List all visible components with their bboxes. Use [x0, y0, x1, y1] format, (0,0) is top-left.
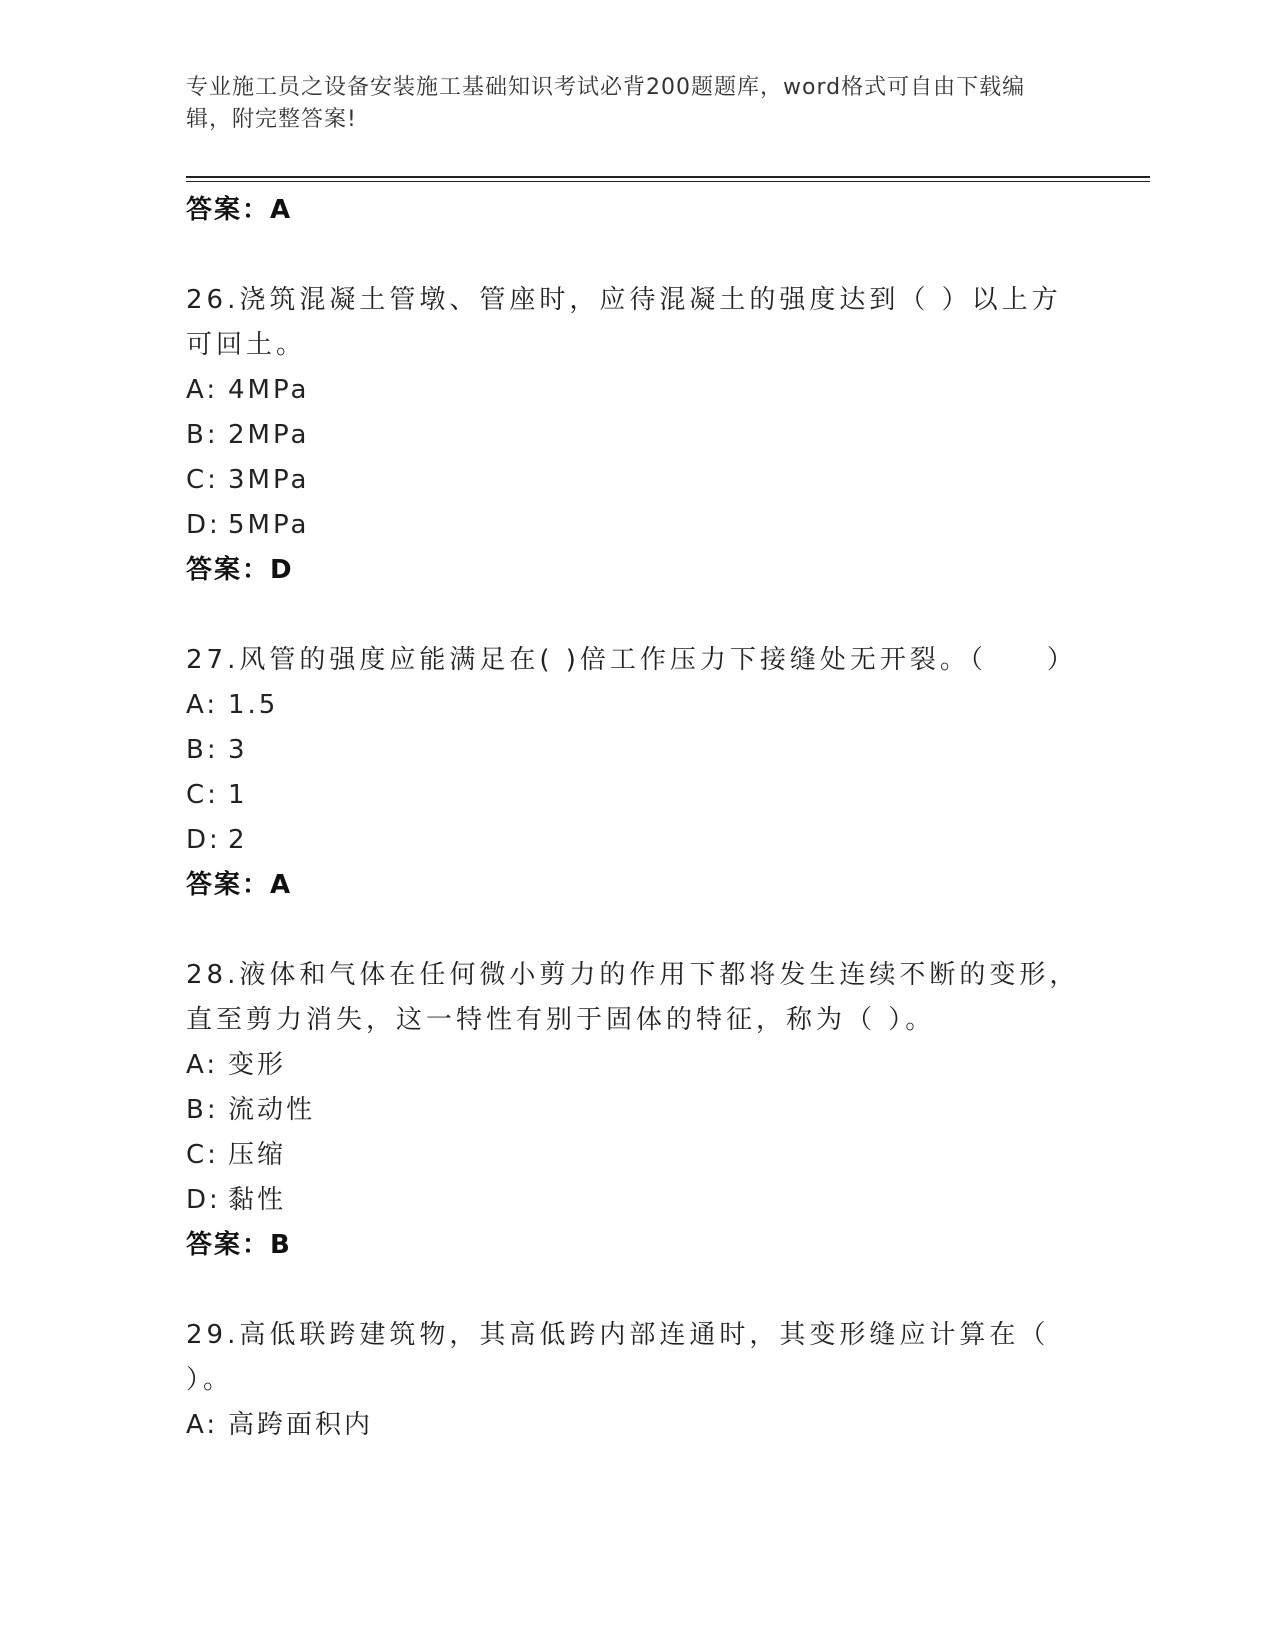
option-letter: D:: [186, 1185, 221, 1215]
question-text-26: 26.浇筑混凝土管墩、管座时，应待混凝土的强度达到（ ）以上方可回土。: [186, 285, 1062, 360]
option-text: 黏性: [228, 1185, 287, 1215]
answer-27: 答案：A: [186, 870, 293, 900]
answer-28: 答案：B: [186, 1230, 292, 1260]
option-letter: A:: [186, 1410, 219, 1440]
option-text: 5MPa: [228, 510, 310, 540]
option-29-a: [186, 1403, 1086, 1448]
question-text-29: 29.高低联跨建筑物，其高低跨内部连通时，其变形缝应计算在（ ）。: [186, 1320, 1050, 1395]
question-text-27: 27.风管的强度应能满足在( )倍工作压力下接缝处无开裂。（ ）: [186, 645, 1077, 675]
document-header-title: 专业施工员之设备安装施工基础知识考试必背200题题库，word格式可自由下载编辑，附完整答案!: [186, 75, 1026, 132]
option-letter: B:: [186, 420, 219, 450]
option-26-c: [186, 458, 1086, 503]
option-text: 3: [228, 735, 248, 765]
question-block-29: [186, 1313, 1086, 1448]
option-28-a: [186, 1043, 1086, 1088]
option-27-d: [186, 818, 1086, 863]
question-text-28: 28.液体和气体在任何微小剪力的作用下都将发生连续不断的变形，直至剪力消失，这一特性有别于固体的特征，称为（ ）。: [186, 960, 1080, 1035]
option-letter: D:: [186, 510, 221, 540]
option-letter: A:: [186, 1050, 219, 1080]
option-27-b: [186, 728, 1086, 773]
option-28-d: [186, 1178, 1086, 1223]
option-text: 2: [228, 825, 248, 855]
option-27-a: [186, 683, 1086, 728]
option-letter: C:: [186, 780, 219, 810]
question-block-28: [186, 953, 1086, 1267]
option-letter: C:: [186, 465, 219, 495]
option-text: 压缩: [228, 1140, 287, 1170]
option-letter: B:: [186, 1095, 219, 1125]
option-letter: D:: [186, 825, 221, 855]
option-letter: A:: [186, 375, 219, 405]
question-list: [186, 188, 1086, 1448]
answer-26: 答案：D: [186, 555, 294, 585]
option-28-c: [186, 1133, 1086, 1178]
option-text: 变形: [228, 1050, 287, 1080]
option-text: 3MPa: [228, 465, 310, 495]
option-text: 流动性: [228, 1095, 316, 1125]
option-text: 2MPa: [228, 420, 310, 450]
answer-25: 答案：A: [186, 195, 293, 225]
option-27-c: [186, 773, 1086, 818]
option-letter: B:: [186, 735, 219, 765]
option-text: 高跨面积内: [228, 1410, 374, 1440]
header-divider-thin: [186, 181, 1150, 182]
option-28-b: [186, 1088, 1086, 1133]
option-26-d: [186, 503, 1086, 548]
question-block-26: [186, 278, 1086, 592]
option-letter: C:: [186, 1140, 219, 1170]
option-text: 1: [228, 780, 248, 810]
option-26-b: [186, 413, 1086, 458]
option-text: 1.5: [228, 690, 279, 720]
option-letter: A:: [186, 690, 219, 720]
question-block-27: [186, 638, 1086, 907]
option-text: 4MPa: [228, 375, 310, 405]
header-divider-thick: [186, 176, 1150, 178]
option-26-a: [186, 368, 1086, 413]
